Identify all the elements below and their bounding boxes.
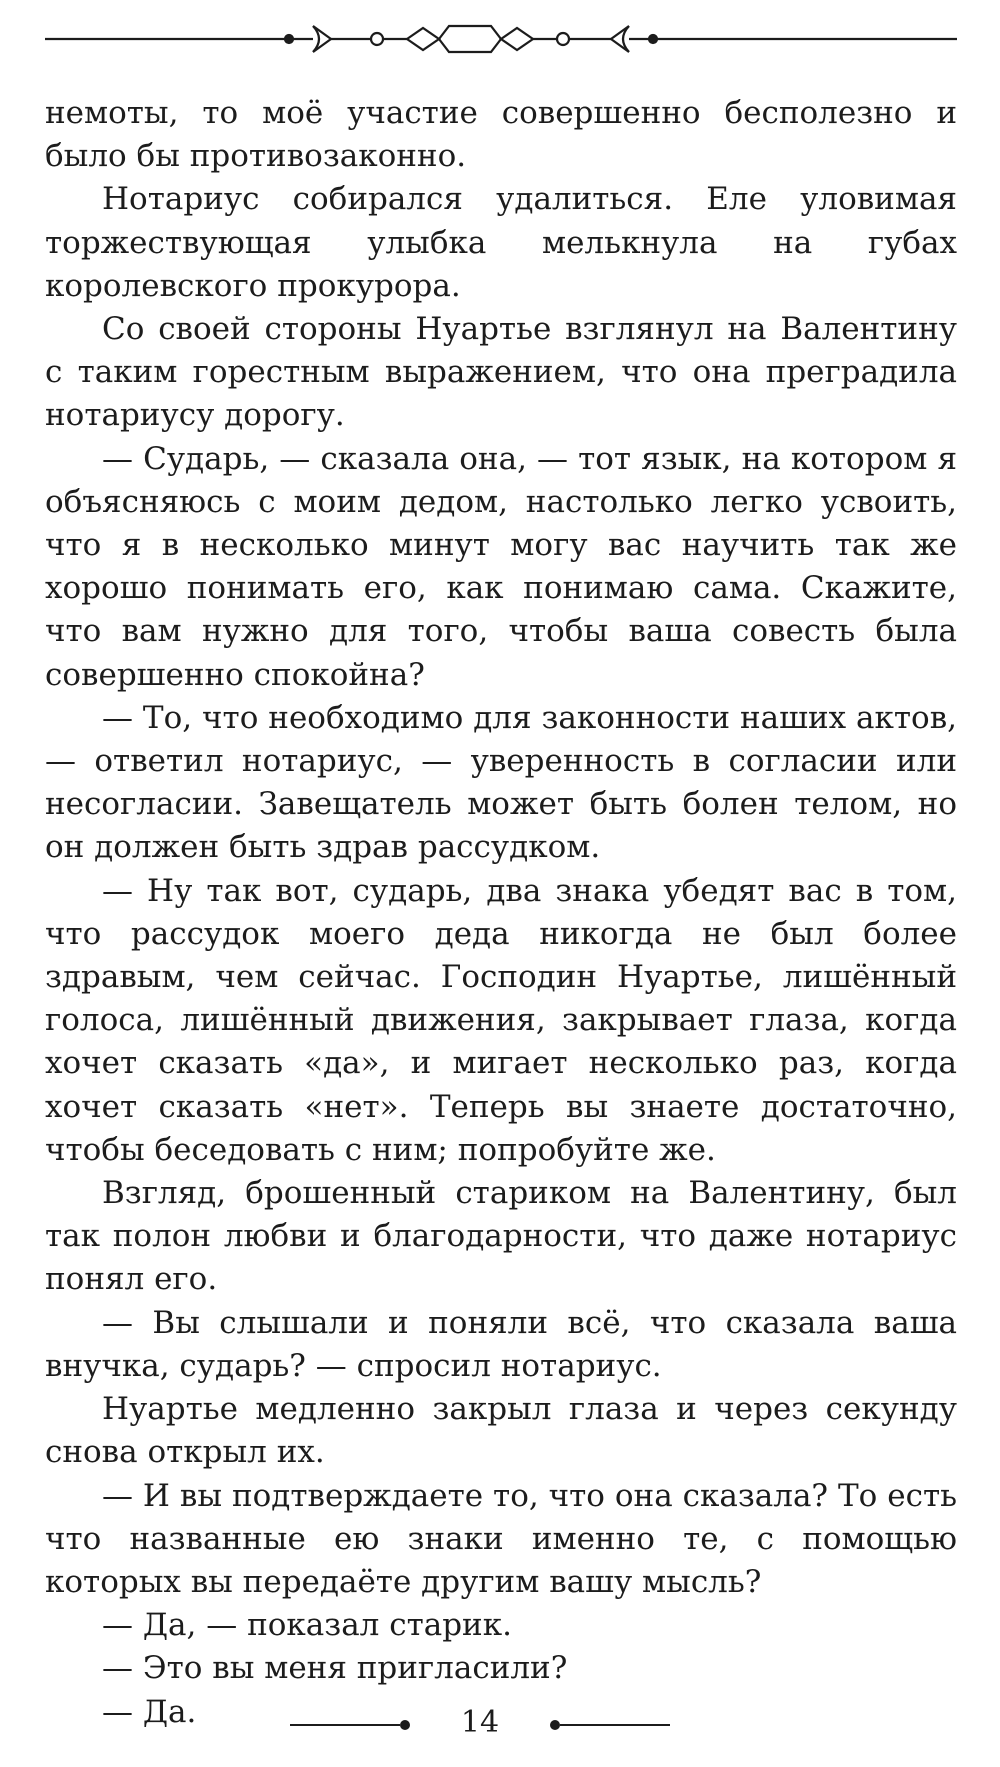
page-footer	[0, 1700, 1000, 1750]
paragraph: Со своей стороны Нуартье взглянул на Валентину с таким горестным выражением, что она преградила нотариусу дорогу.	[45, 311, 957, 434]
paragraph: — Да, — показал старик.	[102, 1607, 512, 1644]
page-number: 14	[460, 1705, 500, 1740]
body-text	[45, 92, 957, 1734]
paragraph: — Вы слышали и поняли всё, что сказала ваша внучка, сударь? — спросил нотариус.	[45, 1304, 957, 1384]
paragraph: — И вы подтверждаете то, что она сказала? То есть что названные ею знаки именно те, с помощью которых вы передаёте другим вашу мысль?	[45, 1477, 957, 1600]
folio-dot-left-icon	[400, 1720, 410, 1730]
paragraph: — Сударь, — сказала она, — тот язык, на котором я объясняюсь с моим дедом, настолько легко усвоить, что я в несколько минут могу вас научить так же хорошо понимать его, как понимаю сама. Скажите, что вам нужно для того, чтобы ваша совесть была совершенно спокойна?	[45, 440, 957, 693]
paragraph: — Ну так вот, сударь, два знака убедят вас в том, что рассудок моего деда никогда не был более здравым, чем сейчас. Господин Нуартье, лишённый голоса, лишённый движения, закрывает глаза, когда хочет сказать «да», и мигает несколько раз, когда хочет сказать «нет». Теперь вы знаете достаточно, чтобы беседовать с ним; попробуйте же.	[45, 872, 957, 1168]
paragraph: немоты, то моё участие совершенно бесполезно и было бы противозаконно.	[45, 95, 957, 175]
folio-rule-right	[560, 1724, 670, 1726]
header-ornament-icon	[45, 16, 957, 64]
paragraph: Нотариус собирался удалиться. Еле уловимая торжествующая улыбка мелькнула на губах королевского прокурора.	[45, 181, 957, 304]
paragraph: Нуартье медленно закрыл глаза и через секунду снова открыл их.	[45, 1391, 957, 1471]
paragraph: — Это вы меня пригласили?	[102, 1650, 568, 1687]
folio-dot-right-icon	[550, 1720, 560, 1730]
paragraph: — Да.	[102, 1693, 197, 1730]
paragraph: Взгляд, брошенный стариком на Валентину, был так полон любви и благодарности, что даже нотариус понял его.	[45, 1175, 957, 1298]
paragraph: — То, что необходимо для законности наших актов, — ответил нотариус, — уверенность в согласии или несогласии. Завещатель может быть болен телом, но он должен быть здрав рассудком.	[45, 699, 957, 866]
folio-rule-left	[290, 1724, 400, 1726]
